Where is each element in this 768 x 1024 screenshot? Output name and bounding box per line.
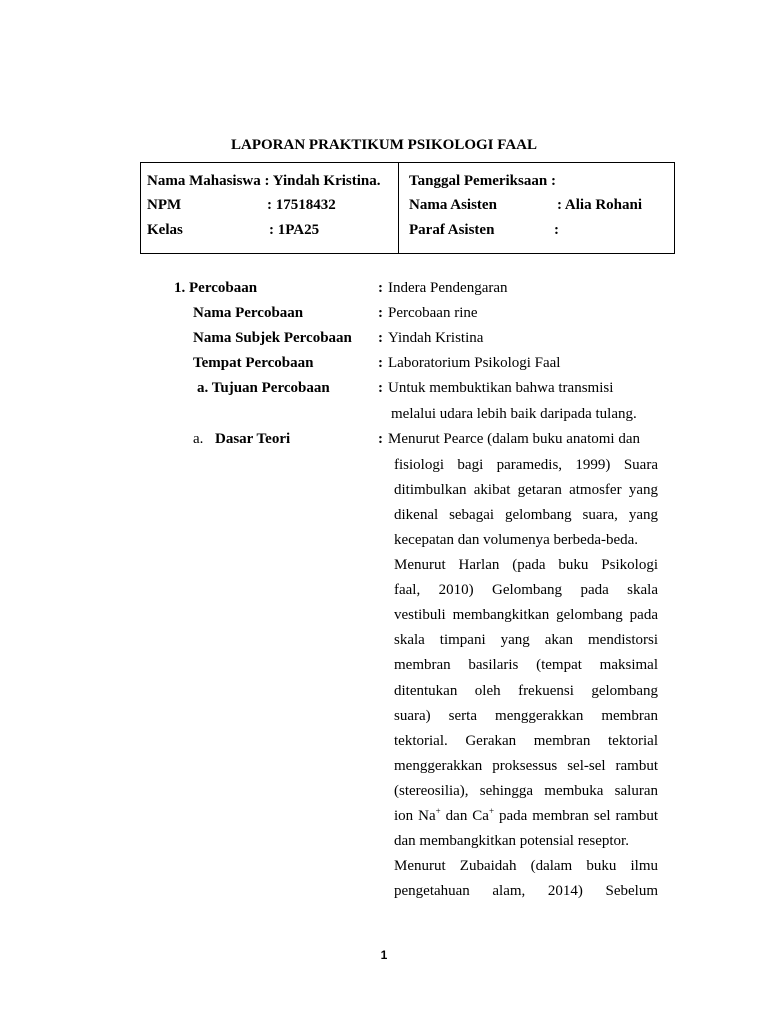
info-label: Nama Asisten bbox=[409, 197, 497, 213]
item-colon: : bbox=[378, 330, 383, 346]
info-left-column bbox=[141, 163, 399, 253]
paragraph-line: dan membangkitkan potensial reseptor. bbox=[394, 833, 629, 849]
ion-text-2: dan Ca bbox=[440, 808, 489, 824]
paragraph-line-ion bbox=[394, 808, 658, 825]
paragraph-line: ditimbulkan akibat getaran atmosfer yang bbox=[394, 482, 658, 498]
item-value-tujuan-2: melalui udara lebih baik daripada tulang. bbox=[391, 406, 637, 422]
ion-sup-2: + bbox=[488, 806, 495, 816]
paragraph-line: vestibuli membangkitkan gelombang pada bbox=[394, 607, 658, 623]
paragraph-line: Menurut Zubaidah (dalam buku ilmu bbox=[394, 858, 658, 874]
info-label: Tanggal Pemeriksaan : bbox=[409, 173, 556, 189]
paragraph-line: membran basilaris (tempat maksimal bbox=[394, 657, 658, 673]
info-label: Nama Mahasiswa : Yindah Kristina. bbox=[147, 173, 381, 189]
paragraph-line: suara) serta menggerakkan membran bbox=[394, 708, 658, 724]
ion-text-1: ion Na bbox=[394, 808, 436, 824]
item-label-dasar-teori: Dasar Teori bbox=[215, 431, 291, 447]
item-marker-dasar: a. bbox=[193, 431, 204, 447]
info-value: : 17518432 bbox=[267, 197, 336, 213]
report-title: LAPORAN PRAKTIKUM PSIKOLOGI FAAL bbox=[231, 137, 537, 153]
item-label-tujuan: a. Tujuan Percobaan bbox=[197, 380, 330, 396]
info-box bbox=[140, 162, 675, 254]
item-colon: : bbox=[378, 305, 383, 321]
info-value: : 1PA25 bbox=[269, 222, 320, 238]
item-value-nama-subjek: Yindah Kristina bbox=[388, 330, 484, 346]
paragraph-line: tektorial. Gerakan membran tektorial bbox=[394, 733, 658, 749]
paragraph-line: ditentukan oleh frekuensi gelombang bbox=[394, 683, 658, 699]
item-label-nama-percobaan: Nama Percobaan bbox=[193, 305, 304, 321]
paragraph-line: dikenal sebagai gelombang suara, yang bbox=[394, 507, 658, 523]
info-label: Kelas bbox=[147, 222, 183, 238]
item-value-nama-percobaan: Percobaan rine bbox=[388, 305, 478, 321]
item-label-nama-subjek: Nama Subjek Percobaan bbox=[193, 330, 352, 346]
page-number: 1 bbox=[380, 948, 388, 962]
paragraph-line: (stereosilia), sehingga membuka saluran bbox=[394, 783, 658, 799]
paragraph-line: menggerakkan proksessus sel-sel rambut bbox=[394, 758, 658, 774]
ion-sup-1: + bbox=[435, 806, 441, 816]
item-colon: : bbox=[378, 380, 383, 396]
info-value: : bbox=[554, 222, 559, 238]
paragraph-line: pengetahuan alam, 2014) Sebelum bbox=[394, 883, 658, 899]
item-value-percobaan: Indera Pendengaran bbox=[388, 280, 508, 296]
info-value: : Alia Rohani bbox=[557, 197, 643, 213]
paragraph-line: faal, 2010) Gelombang pada skala bbox=[394, 582, 658, 598]
info-label: NPM bbox=[147, 197, 182, 213]
item-label-tempat: Tempat Percobaan bbox=[193, 355, 314, 371]
info-label: Paraf Asisten bbox=[409, 222, 495, 238]
item-value-tempat: Laboratorium Psikologi Faal bbox=[388, 355, 561, 371]
item-colon: : bbox=[378, 431, 383, 447]
item-colon: : bbox=[378, 355, 383, 371]
item-value-tujuan-1: Untuk membuktikan bahwa transmisi bbox=[388, 380, 614, 396]
item-value-dasar-first: Menurut Pearce (dalam buku anatomi dan bbox=[388, 431, 640, 447]
paragraph-line: skala timpani yang akan mendistorsi bbox=[394, 632, 658, 648]
item-colon: : bbox=[378, 280, 383, 296]
paragraph-line: Menurut Harlan (pada buku Psikologi bbox=[394, 557, 658, 573]
ion-text-3: pada membran sel rambut bbox=[494, 808, 658, 824]
paragraph-line: fisiologi bagi paramedis, 1999) Suara bbox=[394, 457, 658, 473]
item-label-percobaan: 1. Percobaan bbox=[174, 280, 258, 296]
paragraph-line: kecepatan dan volumenya berbeda-beda. bbox=[394, 532, 639, 548]
info-right-column bbox=[399, 163, 674, 253]
